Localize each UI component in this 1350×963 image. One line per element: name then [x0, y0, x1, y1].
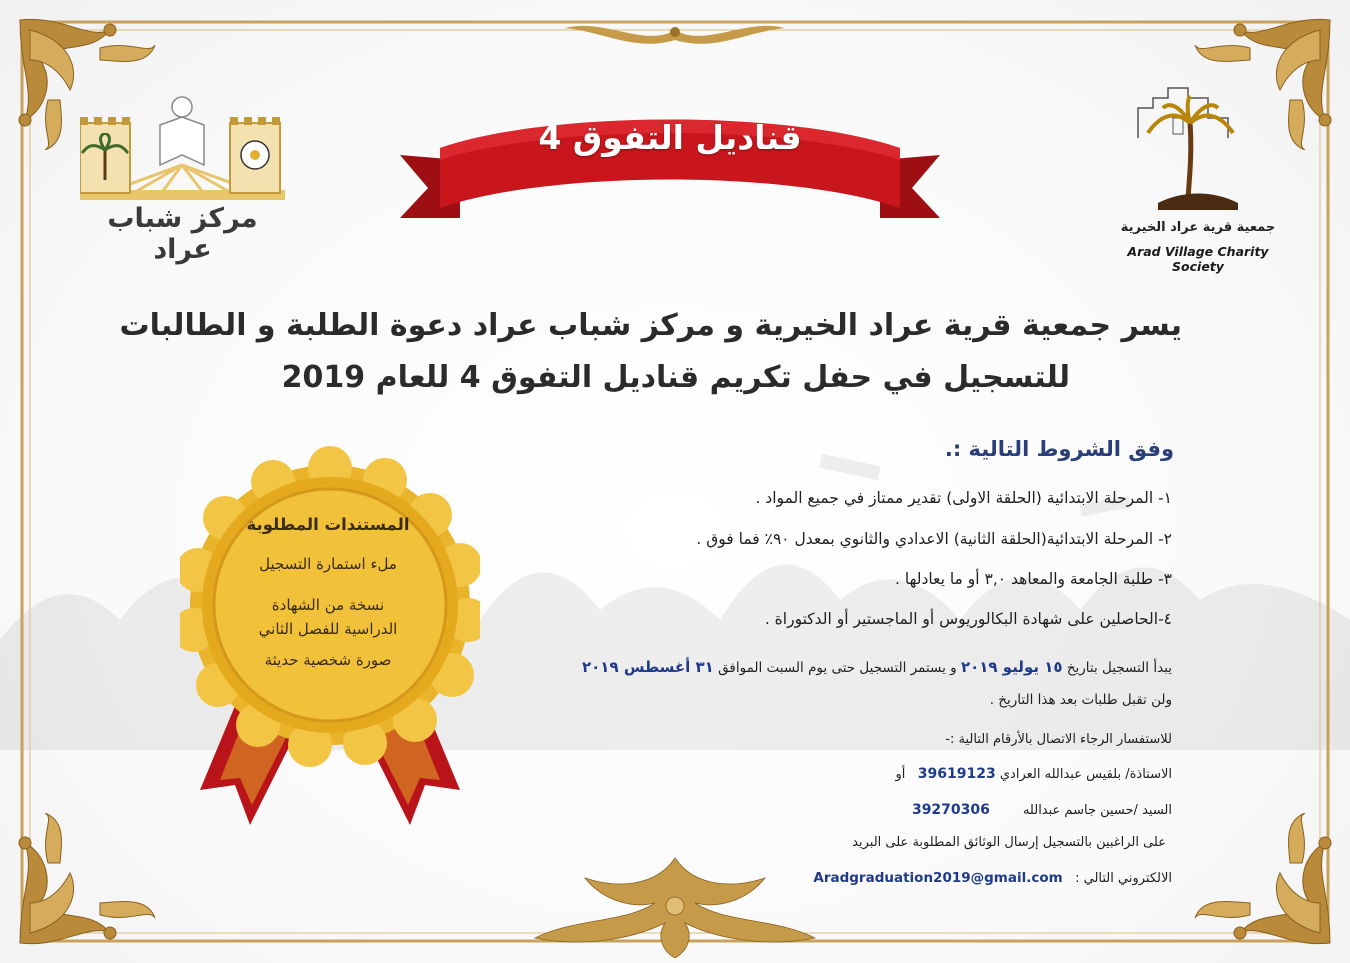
email-instruction: على الراغبين بالتسجيل إرسال الوثائق المطلوبة على البريد — [852, 835, 1166, 850]
registration-start-date: ١٥ يوليو ٢٠١٩ — [960, 658, 1063, 676]
documents-title: المستندات المطلوبة — [246, 515, 410, 534]
required-documents-medal — [180, 440, 480, 860]
charity-society-name-ar: جمعية قرية عراد الخيرية — [1120, 220, 1276, 235]
youth-center-emblem-icon — [80, 95, 285, 205]
bottom-ornament-icon — [525, 848, 825, 958]
invitation-headline-line2: للتسجيل في حفل تكريم قناديل التفوق 4 للعام 2019 — [281, 360, 1070, 395]
registration-note: ولن تقبل طلبات بعد هذا التاريخ . — [989, 692, 1172, 708]
corner-ornament-icon — [0, 813, 160, 963]
registration-middle-text: و يستمر التسجيل حتى يوم السبت الموافق — [718, 660, 957, 676]
contact-intro: للاستفسار الرجاء الاتصال بالأرقام التالية :- — [945, 732, 1172, 747]
document-item-line: نسخة من الشهادة — [271, 596, 385, 614]
charity-society-name-en: Arad Village Charity Society — [1127, 244, 1269, 274]
top-ornament-icon — [565, 18, 785, 52]
charity-society-logo — [1118, 78, 1278, 274]
condition-item: ٤-الحاصلين على شهادة البكالوريوس أو الماجستير أو الدكتوراة . — [764, 610, 1172, 628]
condition-item: ٢- المرحلة الابتدائية(الحلقة الثانية) الاعدادي والثانوي بمعدل ٩٠٪ فما فوق . — [696, 530, 1172, 548]
contact-person-2 — [912, 802, 1172, 818]
email-address-link[interactable]: Aradgraduation2019@gmail.com — [813, 870, 1063, 886]
youth-center-logo — [80, 95, 285, 265]
contact-person-2-phone[interactable]: 39270306 — [911, 802, 990, 818]
document-item: ملء استمارة التسجيل — [259, 555, 397, 573]
registration-period — [582, 658, 1172, 676]
contact-person-1-phone[interactable]: 39619123 — [917, 766, 996, 782]
fort-palm-emblem-icon — [1118, 78, 1278, 218]
document-item-line: الدراسية للفصل الثاني — [258, 620, 398, 638]
invitation-headline-line1: يسر جمعية قرية عراد الخيرية و مركز شباب عراد دعوة الطلبة و الطالبات — [119, 308, 1182, 343]
email-label: الالكتروني التالي : — [1075, 871, 1172, 886]
contact-person-1-name: الاستاذة/ بلقيس عبدالله العرادي — [999, 767, 1172, 782]
banner-title: قناديل التفوق 4 — [538, 118, 802, 157]
document-item: صورة شخصية حديثة — [264, 651, 392, 669]
registration-end-date: ٣١ أغسطس ٢٠١٩ — [581, 658, 714, 676]
corner-ornament-icon — [1190, 813, 1350, 963]
condition-item: ٣- طلبة الجامعة والمعاهد ٣,٠ أو ما يعادلها . — [895, 570, 1172, 588]
contact-or: أو — [895, 767, 906, 782]
registration-start-prefix: يبدأ التسجيل بتاريخ — [1066, 660, 1172, 676]
youth-center-name: مركز شباب عراد — [107, 203, 258, 265]
contact-person-2-name: السيد /حسين جاسم عبدالله — [1022, 803, 1172, 818]
email-line — [813, 870, 1172, 886]
condition-item: ١- المرحلة الابتدائية (الحلقة الاولى) تقدير ممتاز في جميع المواد . — [755, 489, 1172, 507]
document-item — [218, 593, 438, 641]
contact-person-1 — [896, 766, 1173, 782]
conditions-heading: وفق الشروط التالية :. — [944, 437, 1174, 461]
